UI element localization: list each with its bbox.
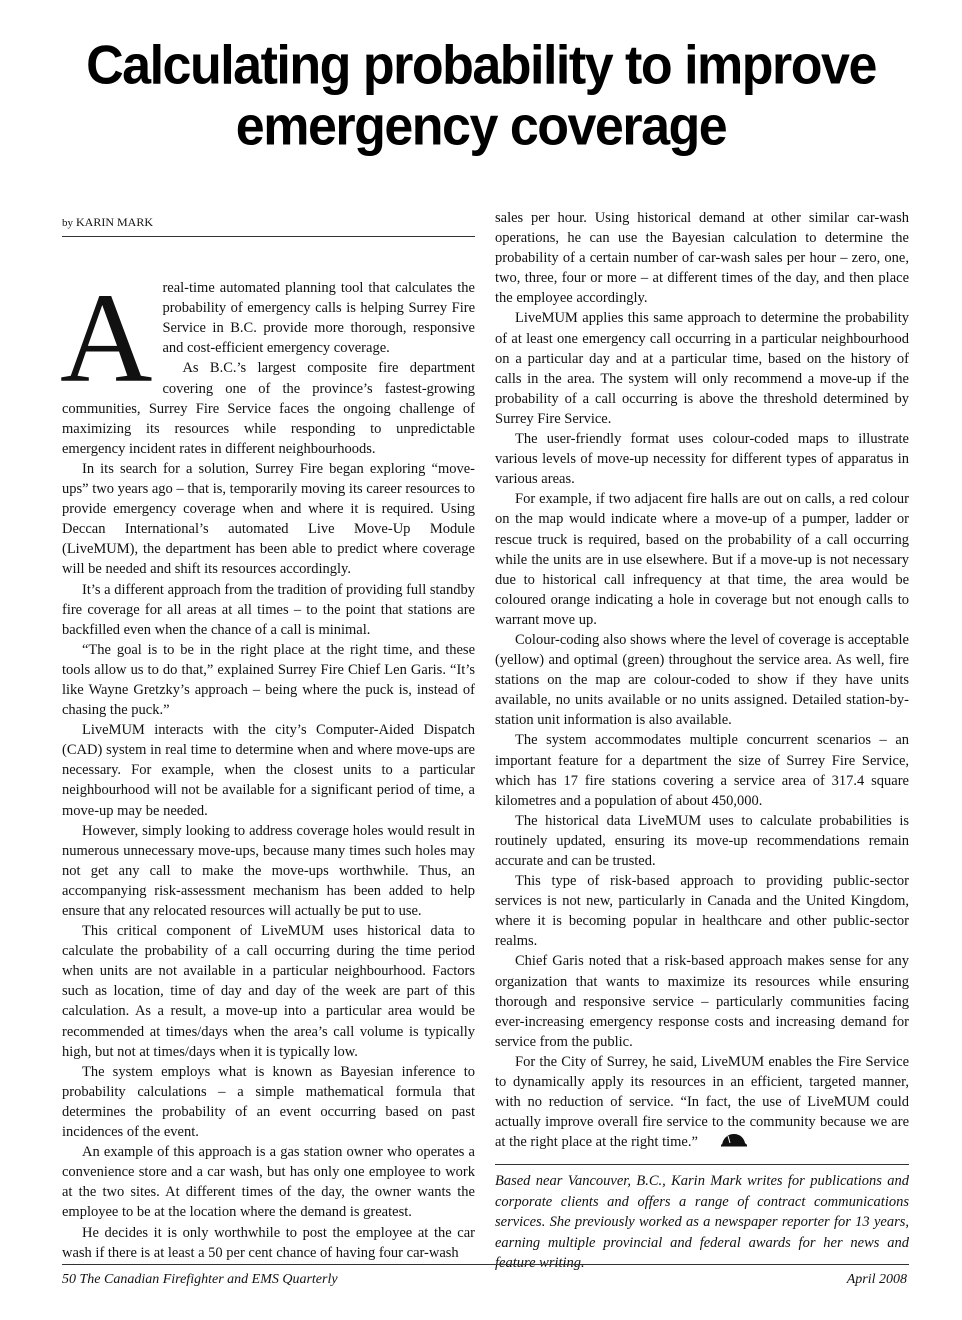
paragraph: sales per hour. Using historical demand at other similar car-wash operations, he can use the Bayesian calculation to determine the probability of a certain number of car-wash sales per hour – zero, one, two, three, four or more – at different times of the day, and then place the employee accordingly. [495, 210, 909, 307]
paragraph: The system accommodates multiple concurrent scenarios – an important feature for a department the size of Surrey Fire Service, which has 17 fire stations covering a service area of 317.4 square kilometres and a population of about 450,000. [495, 732, 909, 809]
final-paragraph-text: For the City of Surrey, he said, LiveMUM enables the Fire Service to dynamically apply its resources in an efficient, targeted manner, with no reduction of service. “In fact, the use of LiveMUM could actually improve overall fire service to the community because we are at the right place at the right time.” [495, 1053, 909, 1151]
lead-paragraph-block [60, 267, 475, 459]
paragraph: In its search for a solution, Surrey Fire began exploring “move-ups” two years ago – that is, temporarily moving its career resources to provide emergency coverage when and where it is required. Using Deccan International’s automated Live Move-Up Module (LiveMUM), the department has been able to predict where coverage will be needed and shift its resources accordingly. [62, 460, 475, 578]
footer-page-publication: 50 The Canadian Firefighter and EMS Quarterly [62, 1272, 338, 1287]
paragraph: This type of risk-based approach to providing public-sector services is not new, particularly in Canada and the United Kingdom, where it is becoming popular in healthcare and other public-sector realms. [495, 873, 909, 950]
paragraph: real-time automated planning tool that calculates the probability of emergency calls is helping Surrey Fire Service in B.C. provide more thorough, responsive and cost-efficient emergency coverage. [162, 280, 475, 357]
paragraph: For example, if two adjacent fire halls are out on calls, a red colour on the map would indicate where a move-up of a pumper, ladder or rescue truck is required, based on the probability of a call occurring while the units are in use elsewhere. But if a move-up is not necessary due to historical call infrequency at that time, the area would be coloured orange indicating a hole in coverage but not enough calls to warrant move up. [495, 491, 909, 628]
final-paragraph [495, 1052, 909, 1154]
paragraph: LiveMUM interacts with the city’s Computer-Aided Dispatch (CAD) system in real time to determine when and where move-ups are necessary. For example, when the closest units to a particular neighbourhood will not be available for a significant period of time, a move-up may be needed. [62, 722, 475, 819]
article-title-line-1: Calculating probability to improve [86, 35, 876, 96]
footer-date: April 2008 [846, 1272, 907, 1287]
paragraph: Chief Garis noted that a risk-based approach makes sense for any organization that wants to maximize its resources while ensuring thorough and responsive service – particularly communities facing ever-increasing emergency response costs and increasing demand for service from the public. [495, 953, 909, 1050]
paragraph: The system employs what is known as Bayesian inference to probability calculations – a simple mathematical formula that determines the probability of an event occurring based on past incidences of the event. [62, 1063, 475, 1141]
right-column [495, 208, 909, 1273]
paragraph: The historical data LiveMUM uses to calculate probabilities is routinely updated, ensuring its move-up recommendations remain accurate and can be trusted. [495, 812, 909, 869]
left-column [62, 208, 475, 1263]
byline [62, 212, 475, 237]
drop-cap: A [60, 267, 153, 410]
footer-divider [62, 1264, 909, 1265]
paragraph: He decides it is only worthwhile to post the employee at the car wash if there is at least a 50 per cent chance of having four car-wash [62, 1224, 475, 1261]
paragraph: However, simply looking to address coverage holes would result in numerous unnecessary move-ups, because many times such holes may not get any call to make the move-ups worthwhile. Thus, an accompanying risk-assessment mechanism has been added to help ensure that any relocated resources will actually be put to use. [62, 822, 475, 919]
byline-prefix: by [62, 217, 73, 229]
paragraph: This critical component of LiveMUM uses historical data to calculate the probability of a call occurring during the time period when units are not available in a particular neighbourhood. Factors such as location, time of day and day of the week are part of this calculation. As a result, a move-up into a particular area would be recommended at times/days when the area’s call volume is typically high, but not at times/days when it is typically low. [62, 923, 475, 1060]
paragraph: The user-friendly format uses colour-coded maps to illustrate various levels of move-up necessity for different types of apparatus in various areas. [495, 431, 909, 488]
paragraph: Colour-coding also shows where the level of coverage is acceptable (yellow) and optimal (green) throughout the service area. As well, fire stations on the map are colour-coded to show if they have units available, no units available or no units assigned. Detailed station-by-station unit information is also available. [495, 631, 909, 729]
article-title [40, 35, 922, 157]
paragraph: As B.C.’s largest composite fire department covering one of the province’s fastest-growing communities, Surrey Fire Service faces the ongoing challenge of maximizing its resources while responding to unpredictable emergency incident rates in different neighbourhoods. [62, 360, 475, 457]
paragraph: It’s a different approach from the tradition of providing full standby fire coverage for all areas at all times – to the point that stations are backfilled even when the chance of a call is minimal. [62, 581, 475, 638]
paragraph: An example of this approach is a gas station owner who operates a convenience store and a car wash, but has only one employee to work at the two sites. At different times of the day, the owner wants the employee to be at the location where the demand is greatest. [62, 1144, 475, 1221]
paragraph: “The goal is to be in the right place at the right time, and these tools allow us to do that,” explained Surrey Fire Chief Len Garis. “It’s like Wayne Gretzky’s approach – being where the puck is, instead of chasing the puck.” [62, 641, 475, 719]
firefighter-helmet-icon [700, 1132, 748, 1154]
author-bio: Based near Vancouver, B.C., Karin Mark writes for publications and corporate clients and offers a range of contract communications services. She previously worked as a newspaper reporter for 13 years, earning multiple provincial and federal awards for her news and feature writing. [495, 1164, 909, 1273]
paragraph: LiveMUM applies this same approach to determine the probability of at least one emergency call occurring in a particular neighbourhood on a particular day and at a particular time, based on the history of calls in the area. The system will only recommend a move-up if the probability of a call occurring is above the threshold determined by Surrey Fire Service. [495, 310, 909, 427]
article-title-line-2: emergency coverage [235, 96, 727, 157]
byline-author: KARIN MARK [76, 215, 154, 229]
